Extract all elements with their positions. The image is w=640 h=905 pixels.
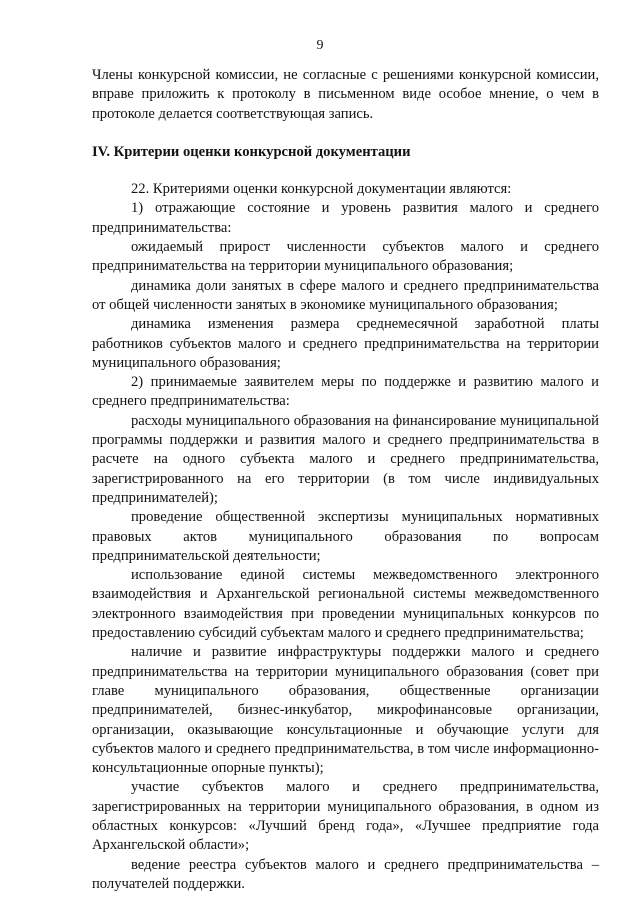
criterion-paragraph: динамика изменения размера среднемесячной заработной платы работников субъектов малого и среднего предпринимательства на территории муниципального образования; <box>92 316 599 371</box>
criterion-paragraph: проведение общественной экспертизы муниципальных нормативных правовых актов муниципального образования по вопросам предпринимательской деятельности; <box>92 509 599 564</box>
section-heading: IV. Критерии оценки конкурсной документации <box>92 143 411 160</box>
criterion-paragraph: участие субъектов малого и среднего предпринимательства, зарегистрированных на территории муниципального образования, в одном из областных конкурсов: «Лучший бренд года», «Лучшее предприятие года Архангельской области»; <box>92 779 599 854</box>
criterion-paragraph: наличие и развитие инфраструктуры поддержки малого и среднего предпринимательства на территории муниципального образования (совет при главе муниципального образования, общественные организации предпринимателей, бизнес-инкубатор, микрофинансовые организации, организации, оказывающие консультационные и обучающие услуги для субъектов малого и среднего предпринимательства, в том числе информационно-консультационные опорные пункты); <box>92 644 599 777</box>
criteria-intro-paragraph: 22. Критериями оценки конкурсной документации являются: <box>131 181 512 198</box>
criterion-paragraph: динамика доли занятых в сфере малого и среднего предпринимательства от общей численности занятых в экономике муниципального образования; <box>92 277 599 313</box>
criterion-paragraph: ведение реестра субъектов малого и среднего предпринимательства – получателей поддержки. <box>92 856 599 892</box>
intro-paragraph: Члены конкурсной комиссии, не согласные с решениями конкурсной комиссии, вправе приложить к протоколу в письменном виде особое мнение, о чем в протоколе делается соответствующая запись. <box>92 67 599 122</box>
page-number: 9 <box>316 38 324 53</box>
criterion-paragraph: ожидаемый прирост численности субъектов малого и среднего предпринимательства на территории муниципального образования; <box>92 239 599 275</box>
criteria-group-1-heading: 1) отражающие состояние и уровень развития малого и среднего предпринимательства: <box>92 200 599 236</box>
criterion-paragraph: использование единой системы межведомственного электронного взаимодействия и Архангельской региональной системы межведомственного электронного взаимодействия при проведении муниципальных конкурсов по предоставлению субсидий субъектам малого и среднего предпринимательства; <box>92 567 599 642</box>
document-body <box>92 66 599 894</box>
criterion-paragraph: расходы муниципального образования на финансирование муниципальной программы поддержки и развития малого и среднего предпринимательства в расчете на одного субъекта малого и среднего предпринимательства, зарегистрированного на его территории (в том числе индивидуальных предпринимателей); <box>92 412 599 506</box>
criteria-group-2-heading: 2) принимаемые заявителем меры по поддержке и развитию малого и среднего предпринимательства: <box>92 374 599 410</box>
